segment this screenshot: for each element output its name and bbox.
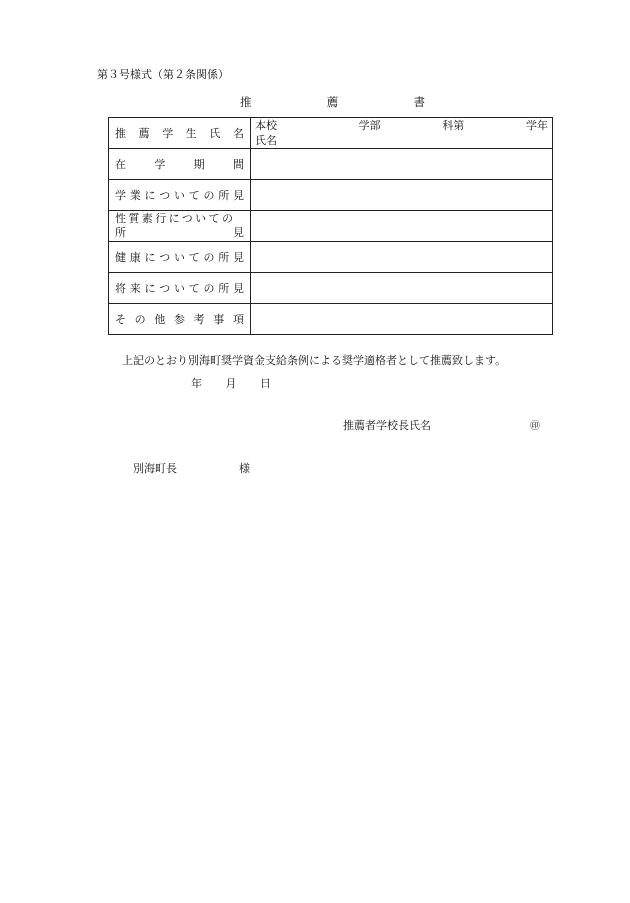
student-name-row bbox=[109, 118, 553, 134]
school-label: 本校 bbox=[255, 118, 277, 132]
day-char: 日 bbox=[260, 377, 271, 390]
label-char: 見 bbox=[233, 226, 244, 239]
label-char: 所 bbox=[218, 189, 230, 202]
label-char: に bbox=[144, 282, 156, 295]
label-char: 在 bbox=[115, 158, 126, 171]
recommender-label: 推薦者学校長氏名 bbox=[343, 419, 431, 432]
health-opinion-label bbox=[109, 242, 251, 273]
future-opinion-field[interactable] bbox=[251, 273, 553, 304]
seal-icon: ㊞ bbox=[530, 421, 540, 432]
label-char: の bbox=[203, 189, 215, 202]
label-char: 業 bbox=[129, 189, 141, 202]
conduct-opinion-label bbox=[109, 211, 251, 242]
label-char: い bbox=[174, 189, 185, 202]
academic-opinion-label bbox=[109, 180, 251, 211]
label-char: つ bbox=[159, 282, 171, 295]
other-notes-row bbox=[109, 304, 553, 335]
label-char: 学 bbox=[115, 189, 126, 202]
department-label: 科第 bbox=[442, 118, 465, 132]
label-char: つ bbox=[159, 251, 171, 264]
label-char: 他 bbox=[154, 313, 166, 326]
label-char: の bbox=[203, 251, 215, 264]
label-char: 名 bbox=[232, 127, 244, 140]
label-char: 見 bbox=[233, 282, 244, 295]
label-char: 見 bbox=[233, 189, 244, 202]
label-char: 考 bbox=[193, 313, 205, 326]
document-title bbox=[240, 94, 425, 110]
label-char: 間 bbox=[232, 158, 244, 171]
label-char: 期 bbox=[193, 158, 205, 171]
label-char: 康 bbox=[129, 251, 141, 264]
label-char: 所 bbox=[218, 282, 230, 295]
enrollment-period-field[interactable] bbox=[251, 149, 553, 180]
label-char: 所 bbox=[115, 226, 126, 239]
health-opinion-field[interactable] bbox=[251, 242, 553, 273]
name-label: 氏名 bbox=[255, 133, 277, 147]
conduct-opinion-row bbox=[109, 211, 553, 242]
label-char: 見 bbox=[233, 251, 244, 264]
conduct-opinion-field[interactable] bbox=[251, 211, 553, 242]
faculty-label: 学部 bbox=[358, 118, 381, 132]
label-char: 項 bbox=[232, 313, 244, 326]
academic-opinion-field[interactable] bbox=[251, 180, 553, 211]
addressee-name: 別海町長 bbox=[133, 462, 177, 475]
label-char: の bbox=[134, 313, 146, 326]
future-opinion-label bbox=[109, 273, 251, 304]
recommendation-statement: 上記のとおり別海町奨学資金支給条例による奨学適格者として推薦致します。 bbox=[122, 354, 507, 367]
year-char: 年 bbox=[191, 377, 202, 390]
conduct-label-line1: 性質素行についての bbox=[115, 212, 236, 225]
label-char: て bbox=[188, 189, 200, 202]
health-opinion-row bbox=[109, 242, 553, 273]
label-char: 将 bbox=[115, 282, 126, 295]
enrollment-period-row bbox=[109, 149, 553, 180]
other-notes-field[interactable] bbox=[251, 304, 553, 335]
title-char: 推 bbox=[240, 95, 252, 109]
label-char: 事 bbox=[213, 313, 225, 326]
label-char: つ bbox=[159, 189, 171, 202]
date-line bbox=[191, 375, 271, 391]
title-char: 書 bbox=[413, 95, 425, 109]
school-info-field[interactable] bbox=[251, 118, 553, 134]
title-char: 薦 bbox=[326, 95, 339, 109]
month-char: 月 bbox=[225, 377, 237, 390]
addressee-honorific: 様 bbox=[239, 462, 250, 475]
label-char: 参 bbox=[173, 313, 185, 326]
label-char: 薦 bbox=[138, 127, 150, 140]
recommendation-table bbox=[108, 117, 553, 335]
label-char: に bbox=[144, 251, 156, 264]
label-char: 所 bbox=[218, 251, 230, 264]
label-char: の bbox=[203, 282, 215, 295]
label-char: い bbox=[174, 282, 185, 295]
label-char: 健 bbox=[115, 251, 126, 264]
form-number: 第３号様式（第２条関係） bbox=[97, 68, 229, 81]
enrollment-period-label bbox=[109, 149, 251, 180]
other-notes-label bbox=[109, 304, 251, 335]
label-char: そ bbox=[115, 313, 126, 326]
label-char: 氏 bbox=[209, 127, 221, 140]
label-char: 推 bbox=[115, 127, 126, 140]
label-char: て bbox=[188, 251, 200, 264]
label-char: て bbox=[188, 282, 200, 295]
future-opinion-row bbox=[109, 273, 553, 304]
student-name-field[interactable] bbox=[251, 133, 553, 149]
academic-opinion-row bbox=[109, 180, 553, 211]
label-char: 生 bbox=[185, 127, 197, 140]
year-label: 学年 bbox=[525, 118, 548, 132]
label-char: 来 bbox=[129, 282, 141, 295]
label-char: 学 bbox=[162, 127, 174, 140]
label-char: に bbox=[144, 189, 156, 202]
label-char: 学 bbox=[154, 158, 166, 171]
student-name-label bbox=[109, 118, 251, 149]
label-char: い bbox=[174, 251, 185, 264]
